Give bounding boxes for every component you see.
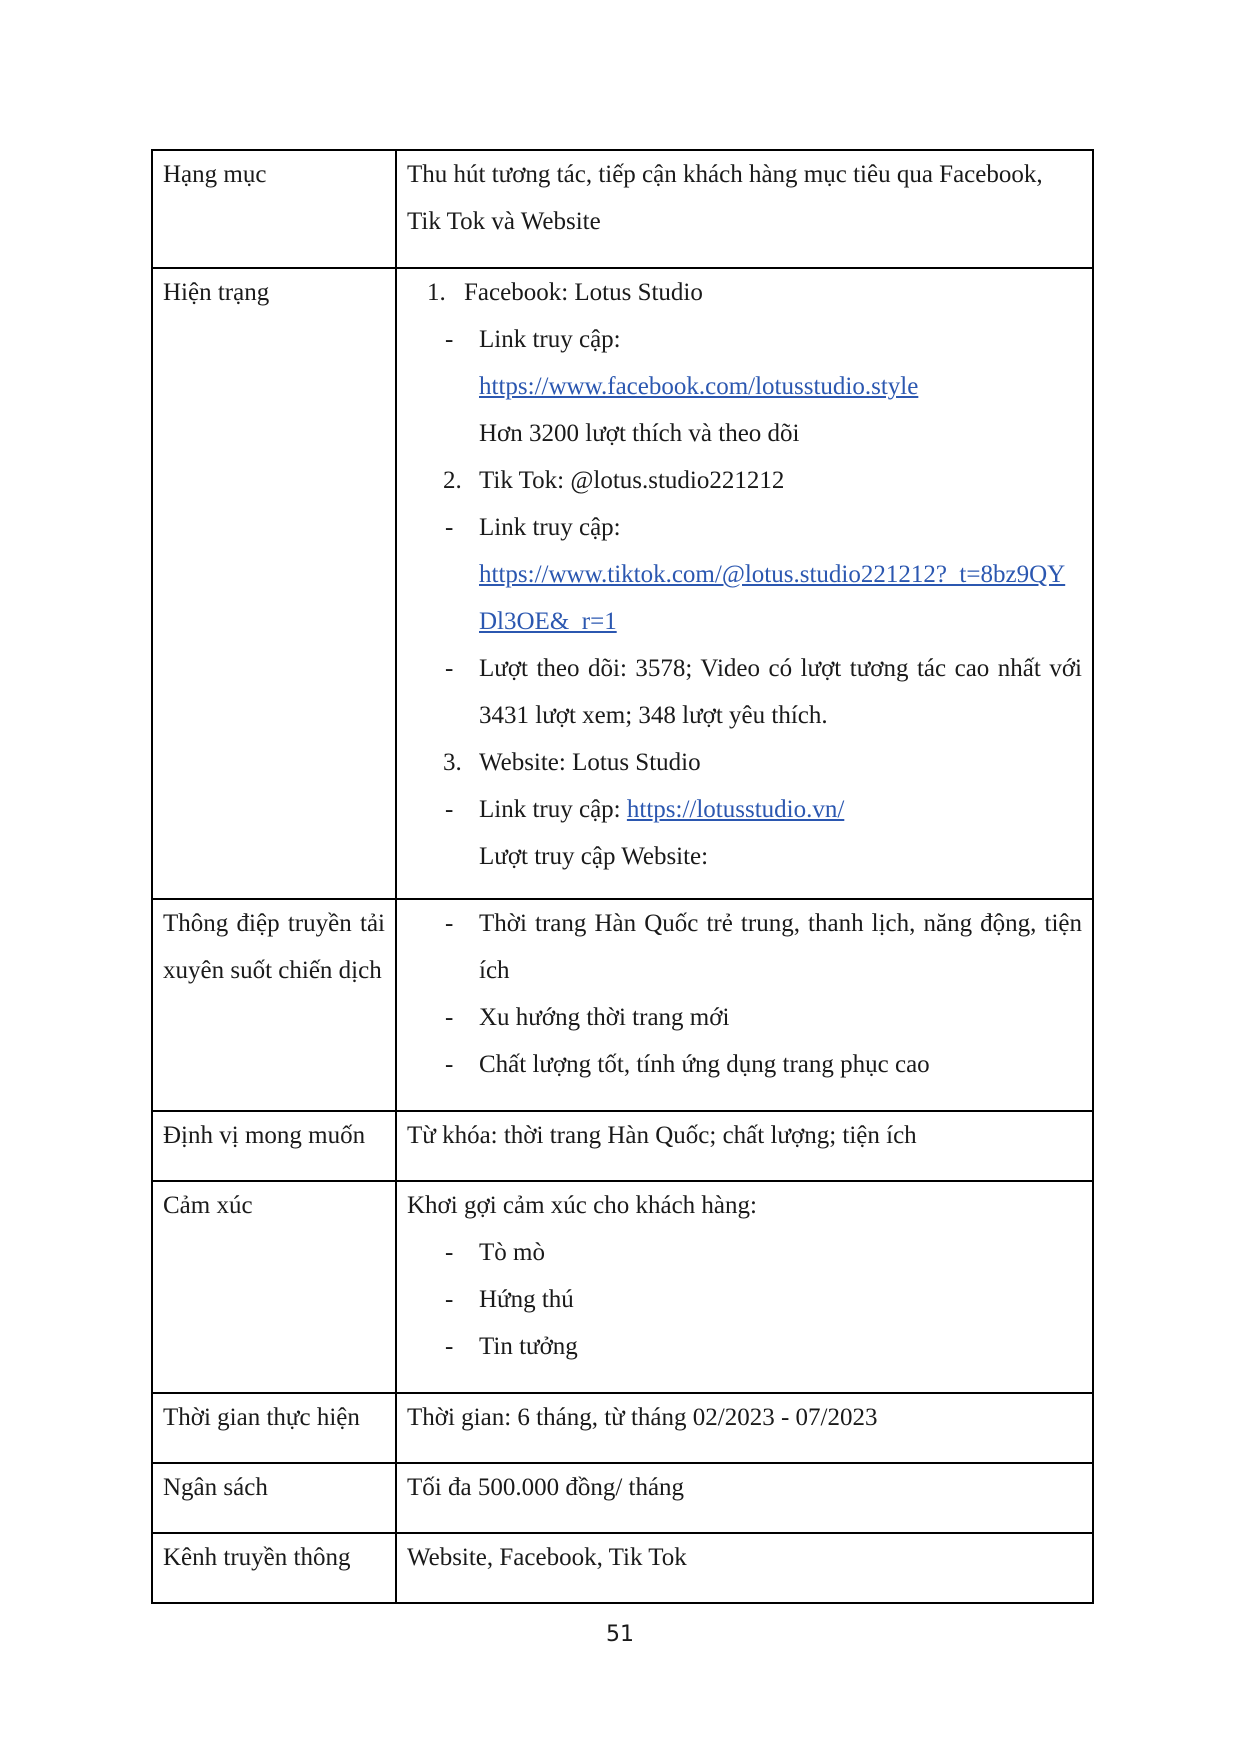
bullet-item — [407, 645, 1082, 739]
bullet-item — [407, 994, 1082, 1041]
link-label: Link truy cập: — [479, 326, 621, 353]
table-row — [152, 268, 1093, 899]
numbered-item — [407, 457, 1082, 504]
bullet-text: Hứng thú — [479, 1286, 574, 1313]
link-label: Link truy cập: — [479, 514, 621, 541]
page-number: 51 — [606, 1622, 634, 1647]
plan-table — [151, 149, 1094, 1604]
row-label: Thời gian thực hiện — [152, 1393, 396, 1463]
bullet-text: Xu hướng thời trang mới — [479, 1004, 730, 1031]
row-value: Tối đa 500.000 đồng/ tháng — [396, 1463, 1093, 1533]
dash-bullet: - — [445, 910, 454, 937]
dash-bullet: - — [445, 1004, 454, 1031]
table-row — [152, 1533, 1093, 1603]
table-row — [152, 1393, 1093, 1463]
dash-bullet: - — [445, 1286, 454, 1313]
table-row — [152, 1181, 1093, 1393]
bullet-item — [407, 786, 1082, 833]
row-value: Thời gian: 6 tháng, từ tháng 02/2023 - 07/2023 — [396, 1393, 1093, 1463]
table-row — [152, 1463, 1093, 1533]
message-cell — [396, 899, 1093, 1111]
dash-bullet: - — [445, 326, 454, 353]
row-label: Hiện trạng — [152, 268, 396, 899]
facebook-link[interactable]: https://www.facebook.com/lotusstudio.style — [479, 373, 919, 400]
dash-bullet: - — [445, 1239, 454, 1266]
dash-bullet: - — [445, 655, 454, 682]
item-title: Website: Lotus Studio — [479, 749, 701, 776]
bullet-text: Tò mò — [479, 1239, 545, 1266]
website-link[interactable]: https://lotusstudio.vn/ — [626, 796, 845, 823]
row-label: Cảm xúc — [152, 1181, 396, 1393]
bullet-text: Tin tưởng — [479, 1333, 578, 1360]
bullet-item — [407, 1276, 1082, 1323]
emotion-cell — [396, 1181, 1093, 1393]
bullet-item — [407, 504, 1082, 551]
bullet-text: Chất lượng tốt, tính ứng dụng trang phục cao — [479, 1051, 930, 1078]
item-note: Lượt theo dõi: 3578; Video có lượt tương tác cao nhất với 3431 lượt xem; 348 lượt yêu thích. — [479, 655, 1082, 729]
bullet-text: Thời trang Hàn Quốc trẻ trung, thanh lịch, năng động, tiện ích — [479, 910, 1082, 984]
row-label: Thông điệp truyền tải xuyên suốt chiến dịch — [152, 899, 396, 1111]
table-row — [152, 899, 1093, 1111]
link-label: Link truy cập: — [479, 796, 621, 823]
item-title: Tik Tok: @lotus.studio221212 — [479, 467, 785, 494]
bullet-item — [407, 1229, 1082, 1276]
table-row — [152, 1111, 1093, 1181]
bullet-item — [407, 316, 1082, 363]
bullet-item — [407, 1323, 1082, 1370]
row-label: Định vị mong muốn — [152, 1111, 396, 1181]
emotion-intro: Khơi gợi cảm xúc cho khách hàng: — [407, 1192, 757, 1219]
item-note: Lượt truy cập Website: — [479, 843, 709, 870]
item-title: Facebook: Lotus Studio — [464, 279, 703, 306]
item-number: 2. — [443, 467, 462, 494]
row-value: Từ khóa: thời trang Hàn Quốc; chất lượng; tiện ích — [396, 1111, 1093, 1181]
numbered-item — [407, 269, 1082, 316]
row-label: Ngân sách — [152, 1463, 396, 1533]
bullet-item — [407, 900, 1082, 994]
item-number: 1. — [427, 279, 446, 306]
row-label: Kênh truyền thông — [152, 1533, 396, 1603]
row-value: Website, Facebook, Tik Tok — [396, 1533, 1093, 1603]
item-number: 3. — [443, 749, 462, 776]
dash-bullet: - — [445, 1333, 454, 1360]
dash-bullet: - — [445, 796, 454, 823]
dash-bullet: - — [445, 514, 454, 541]
tiktok-link[interactable]: https://www.tiktok.com/@lotus.studio221212?_t=8bz9QYDl3OE&_r=1 — [479, 561, 1066, 635]
item-note: Hơn 3200 lượt thích và theo dõi — [479, 420, 800, 447]
table-row — [152, 150, 1093, 268]
current-status-cell — [396, 268, 1093, 899]
bullet-item — [407, 1041, 1082, 1088]
dash-bullet: - — [445, 1051, 454, 1078]
row-value: Thu hút tương tác, tiếp cận khách hàng mục tiêu qua Facebook, Tik Tok và Website — [396, 150, 1093, 268]
row-label: Hạng mục — [152, 150, 396, 268]
numbered-item — [407, 739, 1082, 786]
